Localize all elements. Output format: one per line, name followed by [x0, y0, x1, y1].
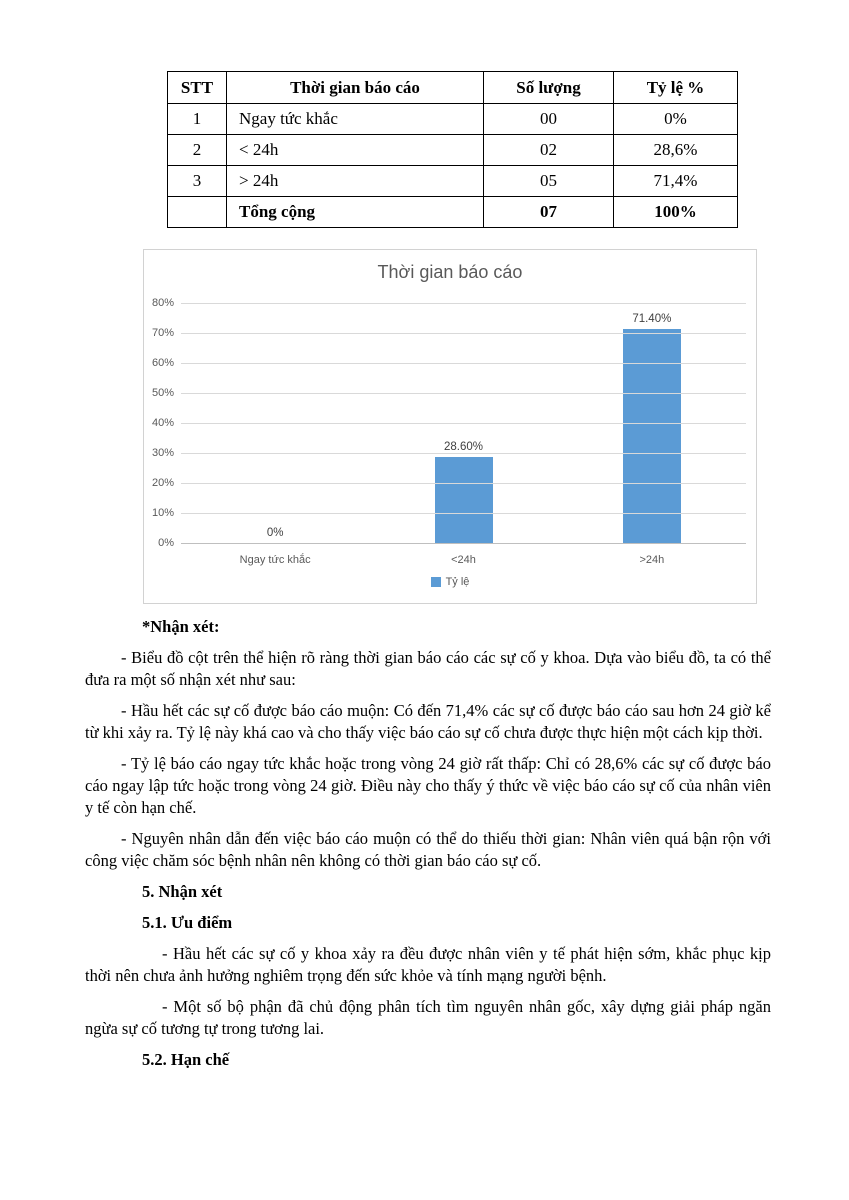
table-header-so-luong: Số lượng — [484, 72, 614, 104]
paragraph: - Một số bộ phận đã chủ động phân tích tìm nguyên nhân gốc, xây dựng giải pháp ngăn ngừa sự cố tương tự trong tương lai. — [85, 997, 771, 1038]
paragraph: - Hầu hết các sự cố y khoa xảy ra đều được nhân viên y tế phát hiện sớm, khắc phục kịp thời nên chưa ảnh hưởng nghiêm trọng đến sức khỏe và tính mạng người bệnh. — [85, 944, 771, 985]
table-header-stt: STT — [168, 72, 227, 104]
x-category-label: <24h — [451, 554, 476, 566]
subsection-heading: 5.2. Hạn chế — [142, 1050, 230, 1069]
table-cell: 00 — [484, 104, 614, 135]
section-heading: 5. Nhận xét — [142, 882, 223, 901]
table-cell: 100% — [614, 197, 738, 228]
table-cell: 0% — [614, 104, 738, 135]
table-cell: 02 — [484, 135, 614, 166]
legend-series-label: Tỷ lệ — [445, 576, 470, 588]
table-cell: 2 — [168, 135, 227, 166]
table-cell — [168, 197, 227, 228]
table-header-row — [168, 72, 738, 104]
y-axis-tick-label: 30% — [151, 447, 174, 459]
subsection-heading: 5.1. Ưu điểm — [142, 913, 233, 932]
chart-legend — [144, 576, 756, 588]
x-category-label: Ngay tức khắc — [239, 554, 311, 566]
table-cell: < 24h — [227, 135, 484, 166]
gridline — [181, 363, 746, 364]
table-row — [168, 135, 738, 166]
y-axis-tick-label: 60% — [151, 357, 174, 369]
table-cell: Tổng cộng — [227, 197, 484, 228]
bar-chart — [143, 249, 757, 604]
y-axis-tick-label: 40% — [151, 417, 174, 429]
document-text — [85, 616, 771, 1080]
y-axis-tick-label: 10% — [151, 507, 174, 519]
gridline — [181, 453, 746, 454]
bar-value-label: 28.60% — [443, 441, 483, 454]
table-header-thoi-gian: Thời gian báo cáo — [227, 72, 484, 104]
paragraph: - Hầu hết các sự cố được báo cáo muộn: Có đến 71,4% các sự cố được báo cáo sau hơn 24 giờ kể từ khi xảy ra. Tỷ lệ này khá cao và cho thấy việc báo cáo sự cố chưa được thực hiện một cách kịp thời. — [85, 701, 771, 742]
bar-value-label: 0% — [266, 527, 284, 539]
chart-title: Thời gian báo cáo — [377, 262, 523, 282]
table-cell: > 24h — [227, 166, 484, 197]
gridline — [181, 423, 746, 424]
y-axis-tick-label: 70% — [151, 327, 174, 339]
y-axis-tick-label: 20% — [151, 477, 174, 489]
table-header-ty-le: Tỷ lệ % — [614, 72, 738, 104]
note-heading: *Nhận xét: — [142, 617, 220, 636]
table-row — [168, 166, 738, 197]
paragraph: - Tỷ lệ báo cáo ngay tức khắc hoặc trong vòng 24 giờ rất thấp: Chỉ có 28,6% các sự cố được báo cáo ngay lập tức hoặc trong vòng 24 giờ. Điều này cho thấy ý thức về việc báo cáo sự cố của nhân viên y tế còn hạn chế. — [85, 754, 771, 817]
gridline — [181, 513, 746, 514]
table-cell: 28,6% — [614, 135, 738, 166]
table-cell: 71,4% — [614, 166, 738, 197]
y-axis-tick-label: 50% — [151, 387, 174, 399]
bar-value-label: 71.40% — [632, 312, 672, 325]
x-category-label: >24h — [639, 554, 665, 566]
gridline — [181, 333, 746, 334]
y-axis-tick-label: 0% — [158, 537, 174, 549]
table-total-row — [168, 197, 738, 228]
report-time-table — [167, 71, 738, 228]
table-cell: 07 — [484, 197, 614, 228]
legend-color-swatch-icon — [431, 577, 441, 587]
table-cell: 3 — [168, 166, 227, 197]
bar — [435, 457, 493, 543]
bar — [623, 329, 681, 543]
gridline — [181, 393, 746, 394]
table-row — [168, 104, 738, 135]
y-axis-tick-label: 80% — [151, 297, 174, 309]
paragraph: - Biểu đồ cột trên thể hiện rõ ràng thời gian báo cáo các sự cố y khoa. Dựa vào biểu đồ, ta có thể đưa ra một số nhận xét như sau: — [85, 648, 771, 689]
table-cell: 05 — [484, 166, 614, 197]
gridline — [181, 483, 746, 484]
gridline — [181, 543, 746, 544]
gridline — [181, 303, 746, 304]
table-cell: 1 — [168, 104, 227, 135]
paragraph: - Nguyên nhân dẫn đến việc báo cáo muộn có thể do thiếu thời gian: Nhân viên quá bận rộn với công việc chăm sóc bệnh nhân nên không có thời gian báo cáo sự cố. — [85, 829, 771, 870]
table-cell: Ngay tức khắc — [227, 104, 484, 135]
